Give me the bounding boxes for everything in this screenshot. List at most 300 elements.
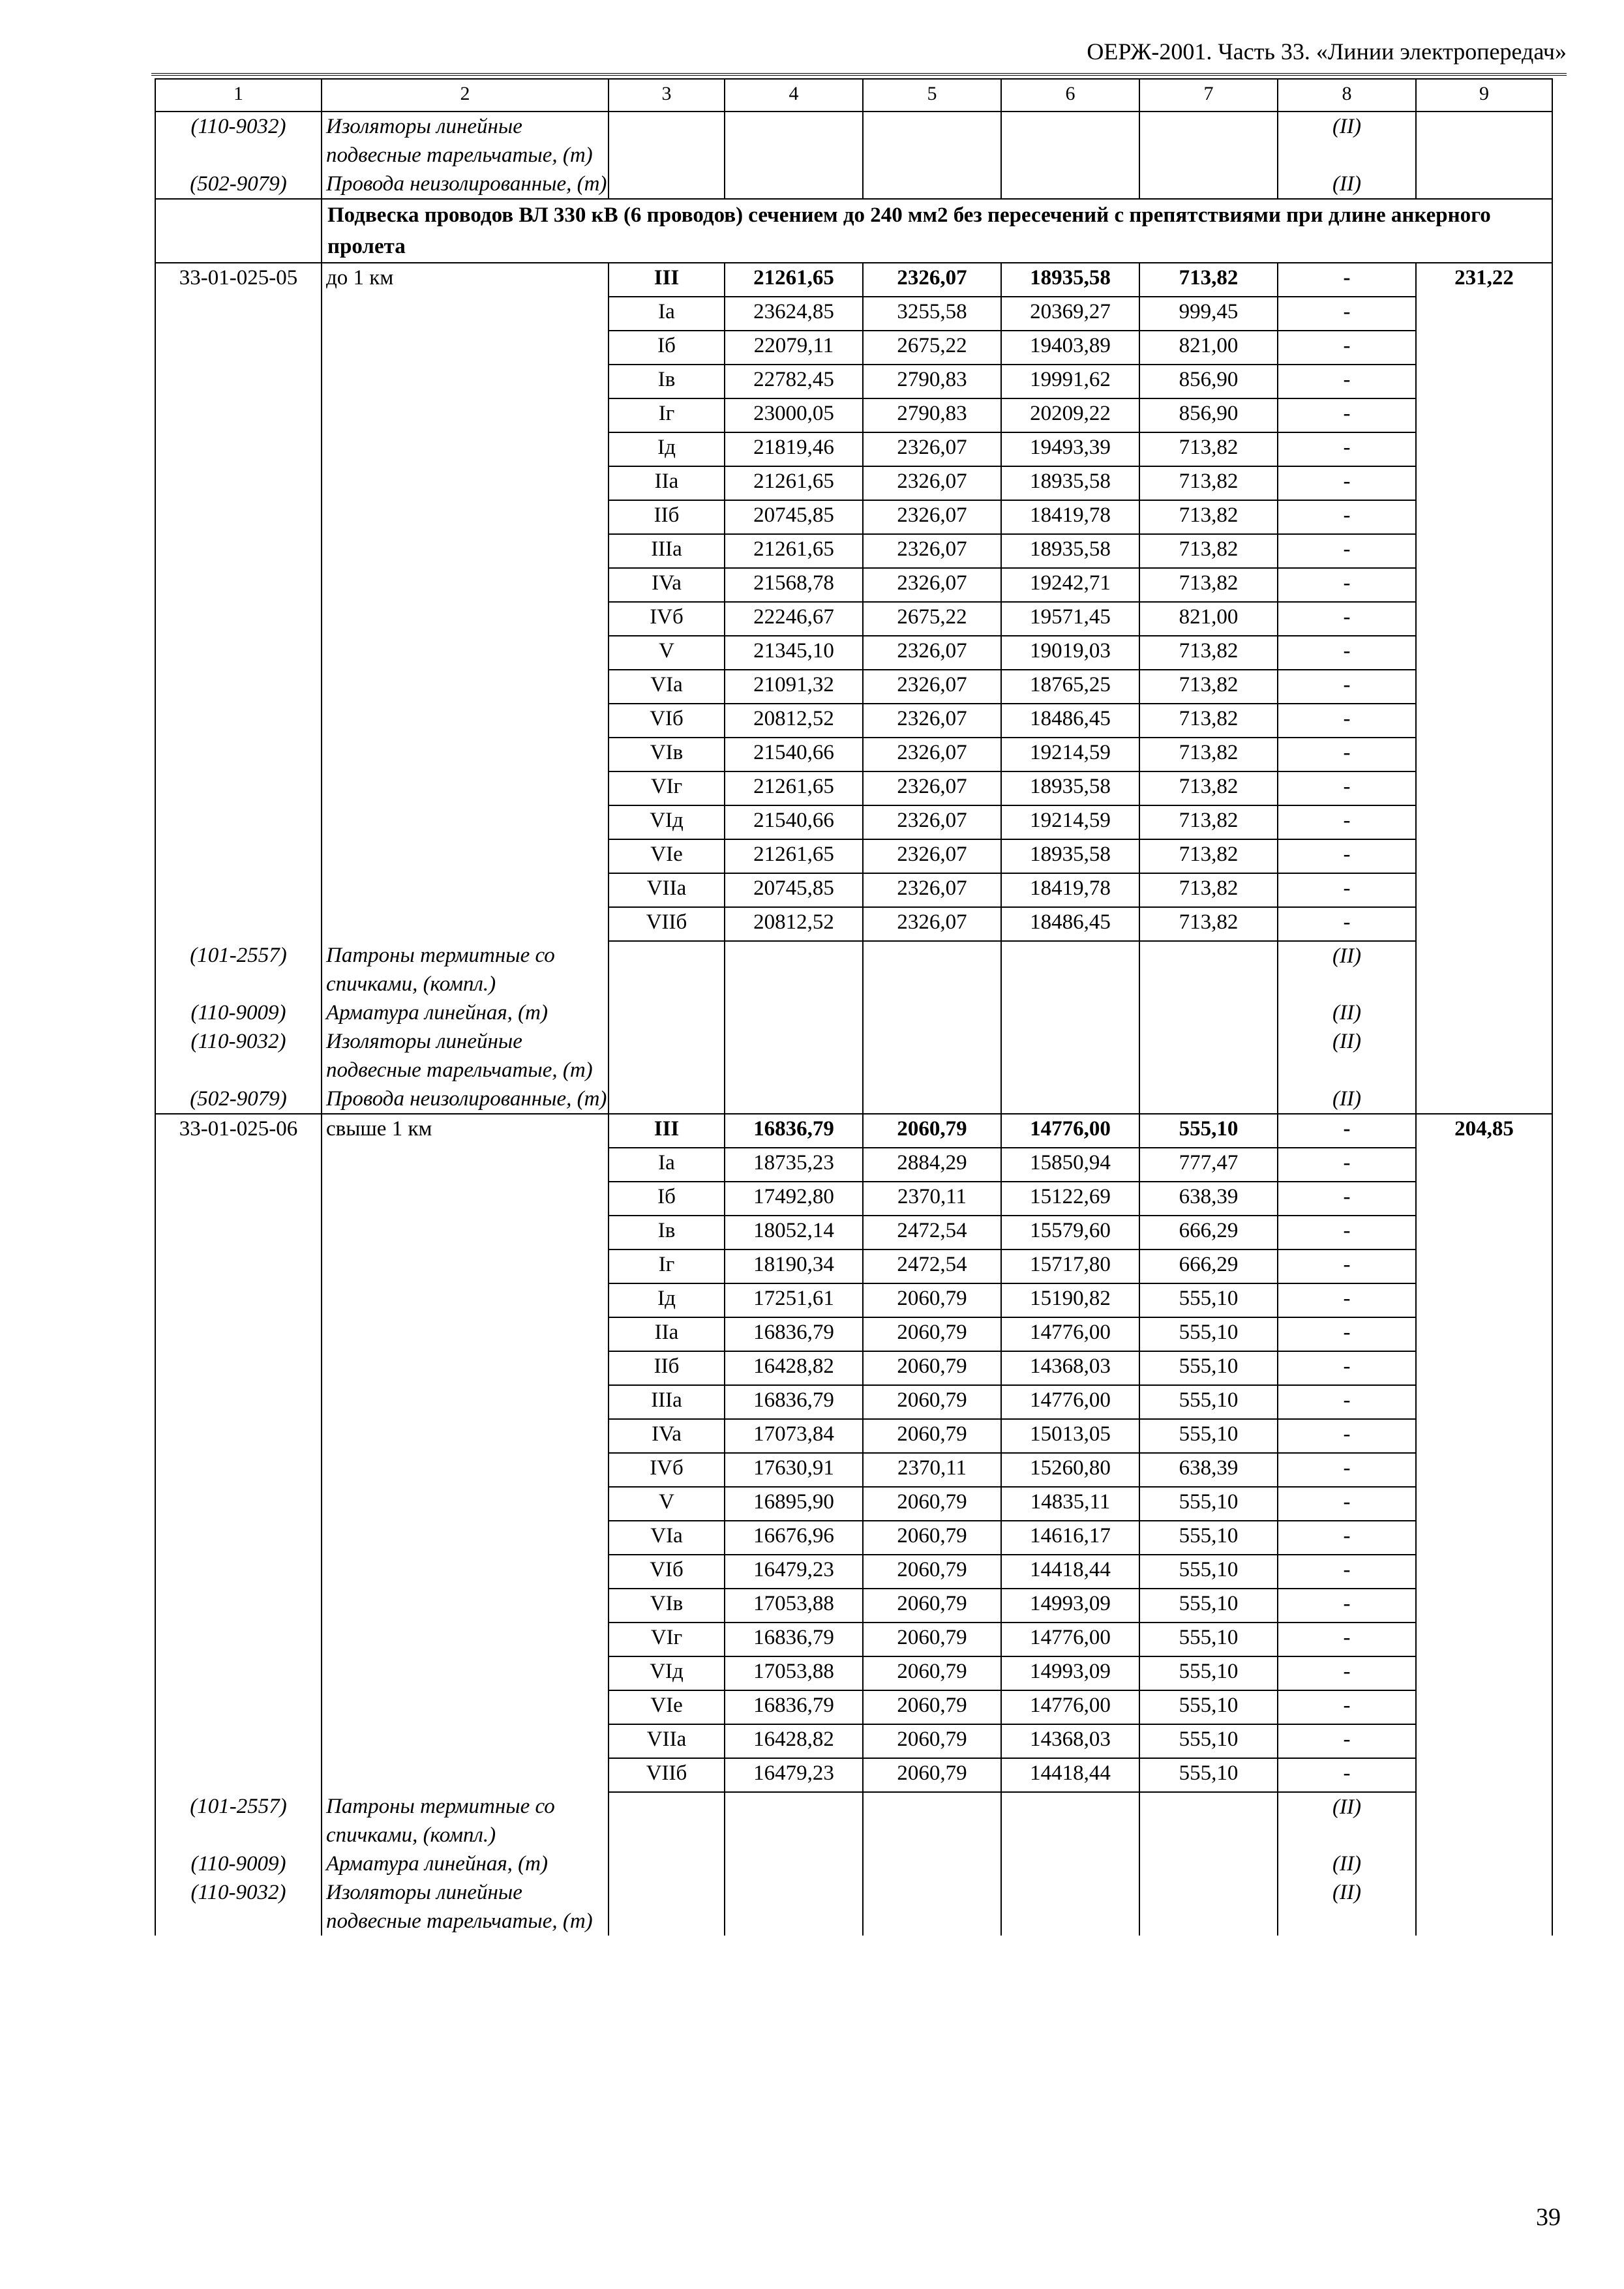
zone-label: IIIa — [609, 534, 725, 568]
empty-cell — [609, 112, 725, 170]
table-row — [155, 1419, 1552, 1453]
empty-cell — [322, 534, 609, 568]
empty-cell — [155, 602, 322, 636]
column-header: 5 — [863, 79, 1001, 112]
section-title: Подвеска проводов ВЛ 330 кВ (6 проводов) сечением до 240 мм2 без пересечений с препятствиями при длине анкерного пролета — [322, 199, 1552, 263]
empty-cell — [155, 805, 322, 839]
page-header-title: ОЕРЖ-2001. Часть 33. «Линии электропередач» — [1087, 38, 1567, 65]
price-value: 2060,79 — [863, 1487, 1001, 1521]
table-row — [155, 297, 1552, 331]
price-value: 16479,23 — [725, 1555, 863, 1589]
material-row — [155, 941, 1552, 998]
zone-label: VIIa — [609, 1724, 725, 1758]
empty-cell — [155, 199, 322, 263]
price-value: 555,10 — [1139, 1521, 1278, 1555]
empty-cell — [1416, 1182, 1552, 1216]
empty-cell — [1416, 636, 1552, 670]
empty-cell — [1416, 1419, 1552, 1453]
price-value: 21345,10 — [725, 636, 863, 670]
table-row — [155, 466, 1552, 500]
price-value: 15122,69 — [1001, 1182, 1139, 1216]
price-value: 555,10 — [1139, 1114, 1278, 1148]
material-code: (110-9032) — [155, 1027, 322, 1085]
price-value: 19991,62 — [1001, 365, 1139, 398]
empty-cell — [609, 170, 725, 199]
zone-label: IVa — [609, 568, 725, 602]
empty-cell — [1416, 805, 1552, 839]
price-value: 713,82 — [1139, 670, 1278, 704]
empty-cell — [725, 112, 863, 170]
empty-cell — [155, 1351, 322, 1385]
price-value: 20812,52 — [725, 907, 863, 941]
price-value: 14776,00 — [1001, 1690, 1139, 1724]
price-value: 555,10 — [1139, 1656, 1278, 1690]
price-value: 16836,79 — [725, 1317, 863, 1351]
price-value: 638,39 — [1139, 1182, 1278, 1216]
empty-cell — [1416, 670, 1552, 704]
empty-cell — [322, 432, 609, 466]
empty-cell — [1416, 1317, 1552, 1351]
table-row — [155, 1487, 1552, 1521]
empty-cell — [1416, 1878, 1552, 1936]
empty-cell — [1416, 1521, 1552, 1555]
empty-cell — [1416, 873, 1552, 907]
empty-cell — [1416, 1249, 1552, 1283]
material-name: Патроны термитные со спичками, (компл.) — [322, 1792, 609, 1849]
price-value: 16836,79 — [725, 1385, 863, 1419]
table-row — [155, 805, 1552, 839]
price-value: 856,90 — [1139, 398, 1278, 432]
price-value: - — [1278, 432, 1416, 466]
table-row — [155, 1623, 1552, 1656]
price-value: 20745,85 — [725, 500, 863, 534]
empty-cell — [1416, 398, 1552, 432]
zone-label: Iг — [609, 398, 725, 432]
price-value: 16895,90 — [725, 1487, 863, 1521]
price-value: 18486,45 — [1001, 907, 1139, 941]
price-value: 16479,23 — [725, 1758, 863, 1792]
table-row — [155, 1453, 1552, 1487]
material-flag: (II) — [1278, 112, 1416, 170]
zone-label: Ia — [609, 1148, 725, 1182]
empty-cell — [725, 941, 863, 998]
price-value: 821,00 — [1139, 331, 1278, 365]
price-value: 19214,59 — [1001, 738, 1139, 771]
empty-cell — [863, 1878, 1001, 1936]
price-value: 21261,65 — [725, 466, 863, 500]
price-value: - — [1278, 1351, 1416, 1385]
empty-cell — [1416, 1792, 1552, 1849]
price-value: 713,82 — [1139, 534, 1278, 568]
empty-cell — [1001, 1878, 1139, 1936]
price-value: - — [1278, 1148, 1416, 1182]
empty-cell — [322, 1216, 609, 1249]
empty-cell — [155, 365, 322, 398]
price-value: 16836,79 — [725, 1114, 863, 1148]
empty-cell — [155, 534, 322, 568]
price-value: - — [1278, 1623, 1416, 1656]
price-value: 17630,91 — [725, 1453, 863, 1487]
empty-cell — [322, 1724, 609, 1758]
material-code: (110-9032) — [155, 1878, 322, 1936]
price-value: 16676,96 — [725, 1521, 863, 1555]
price-value: 21091,32 — [725, 670, 863, 704]
price-value: 638,39 — [1139, 1453, 1278, 1487]
price-value: 713,82 — [1139, 500, 1278, 534]
table-row — [155, 1758, 1552, 1792]
price-value: 15717,80 — [1001, 1249, 1139, 1283]
price-value: 23000,05 — [725, 398, 863, 432]
empty-cell — [155, 1216, 322, 1249]
price-value: 2326,07 — [863, 568, 1001, 602]
empty-cell — [322, 365, 609, 398]
table-row — [155, 602, 1552, 636]
empty-cell — [1416, 941, 1552, 998]
zone-label: VIIб — [609, 907, 725, 941]
material-name: Арматура линейная, (т) — [322, 1849, 609, 1878]
table-row — [155, 365, 1552, 398]
empty-cell — [322, 1758, 609, 1792]
empty-cell — [322, 704, 609, 738]
material-code: (101-2557) — [155, 1792, 322, 1849]
price-value: 15579,60 — [1001, 1216, 1139, 1249]
empty-cell — [1139, 112, 1278, 170]
price-value: - — [1278, 738, 1416, 771]
price-value: 2060,79 — [863, 1623, 1001, 1656]
empty-cell — [322, 907, 609, 941]
empty-cell — [725, 1792, 863, 1849]
price-value: 14993,09 — [1001, 1589, 1139, 1623]
price-value: - — [1278, 1521, 1416, 1555]
empty-cell — [155, 1589, 322, 1623]
price-value: 856,90 — [1139, 365, 1278, 398]
price-value: 18935,58 — [1001, 263, 1139, 297]
zone-label: IIa — [609, 466, 725, 500]
empty-cell — [725, 1849, 863, 1878]
price-value: 2060,79 — [863, 1521, 1001, 1555]
price-value: 713,82 — [1139, 907, 1278, 941]
material-row — [155, 1085, 1552, 1114]
empty-cell — [322, 297, 609, 331]
price-value: 14776,00 — [1001, 1114, 1139, 1148]
material-row — [155, 1878, 1552, 1936]
empty-cell — [1416, 466, 1552, 500]
empty-cell — [322, 771, 609, 805]
price-value: 2370,11 — [863, 1453, 1001, 1487]
material-row — [155, 112, 1552, 170]
empty-cell — [155, 704, 322, 738]
empty-cell — [725, 1027, 863, 1085]
price-value: 666,29 — [1139, 1249, 1278, 1283]
price-value: - — [1278, 1114, 1416, 1148]
empty-cell — [1001, 1849, 1139, 1878]
price-value: 2472,54 — [863, 1216, 1001, 1249]
empty-cell — [1416, 1487, 1552, 1521]
price-value: 15013,05 — [1001, 1419, 1139, 1453]
empty-cell — [322, 568, 609, 602]
price-value: - — [1278, 670, 1416, 704]
empty-cell — [1416, 1758, 1552, 1792]
price-value: - — [1278, 602, 1416, 636]
price-value: 713,82 — [1139, 466, 1278, 500]
price-value: 2060,79 — [863, 1317, 1001, 1351]
price-value: 2326,07 — [863, 738, 1001, 771]
price-value: - — [1278, 500, 1416, 534]
empty-cell — [1416, 170, 1552, 199]
price-value: - — [1278, 873, 1416, 907]
empty-cell — [1001, 1792, 1139, 1849]
zone-label: Iг — [609, 1249, 725, 1283]
empty-cell — [322, 670, 609, 704]
price-value: 19242,71 — [1001, 568, 1139, 602]
price-value: 20812,52 — [725, 704, 863, 738]
empty-cell — [609, 1792, 725, 1849]
table-row — [155, 398, 1552, 432]
empty-cell — [322, 738, 609, 771]
empty-cell — [155, 1623, 322, 1656]
price-value: 999,45 — [1139, 297, 1278, 331]
price-value: 713,82 — [1139, 568, 1278, 602]
price-value: 18735,23 — [725, 1148, 863, 1182]
price-value: 19493,39 — [1001, 432, 1139, 466]
empty-cell — [1139, 998, 1278, 1027]
price-value: 16428,82 — [725, 1351, 863, 1385]
price-value: 18190,34 — [725, 1249, 863, 1283]
empty-cell — [609, 1878, 725, 1936]
price-value: 713,82 — [1139, 432, 1278, 466]
empty-cell — [1416, 1690, 1552, 1724]
empty-cell — [1416, 365, 1552, 398]
price-value: 555,10 — [1139, 1690, 1278, 1724]
price-value: 2060,79 — [863, 1589, 1001, 1623]
empty-cell — [322, 1283, 609, 1317]
empty-cell — [155, 1283, 322, 1317]
empty-cell — [1416, 297, 1552, 331]
empty-cell — [1416, 1555, 1552, 1589]
price-value: 21261,65 — [725, 771, 863, 805]
price-value: 821,00 — [1139, 602, 1278, 636]
price-value: 21540,66 — [725, 805, 863, 839]
empty-cell — [155, 1690, 322, 1724]
empty-cell — [1416, 1027, 1552, 1085]
price-value: 18935,58 — [1001, 771, 1139, 805]
price-value: 14418,44 — [1001, 1555, 1139, 1589]
empty-cell — [322, 466, 609, 500]
material-flag: (II) — [1278, 1027, 1416, 1085]
price-value: - — [1278, 1182, 1416, 1216]
empty-cell — [609, 1027, 725, 1085]
price-value: 14776,00 — [1001, 1317, 1139, 1351]
price-value: - — [1278, 907, 1416, 941]
empty-cell — [322, 602, 609, 636]
empty-cell — [322, 1385, 609, 1419]
price-value: 2326,07 — [863, 839, 1001, 873]
table-row — [155, 1521, 1552, 1555]
empty-cell — [1416, 1148, 1552, 1182]
price-value: 2370,11 — [863, 1182, 1001, 1216]
zone-label: Iв — [609, 365, 725, 398]
empty-cell — [1001, 998, 1139, 1027]
empty-cell — [863, 998, 1001, 1027]
price-value: 555,10 — [1139, 1419, 1278, 1453]
price-value: 2326,07 — [863, 500, 1001, 534]
price-value: 2060,79 — [863, 1724, 1001, 1758]
price-value: - — [1278, 1555, 1416, 1589]
price-value: 14368,03 — [1001, 1724, 1139, 1758]
price-value: - — [1278, 1589, 1416, 1623]
empty-cell — [322, 1182, 609, 1216]
price-value: 14418,44 — [1001, 1758, 1139, 1792]
price-value: 2675,22 — [863, 331, 1001, 365]
price-value: 713,82 — [1139, 738, 1278, 771]
table-row — [155, 1114, 1552, 1148]
price-value: 20745,85 — [725, 873, 863, 907]
empty-cell — [1416, 112, 1552, 170]
price-value: 555,10 — [1139, 1487, 1278, 1521]
price-value: 2326,07 — [863, 263, 1001, 297]
price-value: 23624,85 — [725, 297, 863, 331]
empty-cell — [1416, 1351, 1552, 1385]
column-header: 6 — [1001, 79, 1139, 112]
table-row — [155, 907, 1552, 941]
price-value: 16836,79 — [725, 1623, 863, 1656]
empty-cell — [155, 466, 322, 500]
price-value: 2326,07 — [863, 907, 1001, 941]
zone-label: IIIa — [609, 1385, 725, 1419]
price-value: 555,10 — [1139, 1317, 1278, 1351]
price-value: 2326,07 — [863, 704, 1001, 738]
price-value: 21261,65 — [725, 534, 863, 568]
price-value: 2790,83 — [863, 365, 1001, 398]
material-flag: (II) — [1278, 941, 1416, 998]
price-value: 22246,67 — [725, 602, 863, 636]
empty-cell — [1139, 1849, 1278, 1878]
price-table — [155, 78, 1553, 1936]
price-value: - — [1278, 1690, 1416, 1724]
price-value: 18765,25 — [1001, 670, 1139, 704]
material-name: Изоляторы линейные подвесные тарельчатые, (т) — [322, 1878, 609, 1936]
zone-label: III — [609, 263, 725, 297]
price-value: 18935,58 — [1001, 839, 1139, 873]
price-value: 2060,79 — [863, 1351, 1001, 1385]
empty-cell — [322, 839, 609, 873]
empty-cell — [1416, 432, 1552, 466]
price-value: 713,82 — [1139, 839, 1278, 873]
price-value: 2060,79 — [863, 1656, 1001, 1690]
price-value: 16428,82 — [725, 1724, 863, 1758]
price-value: 17053,88 — [725, 1589, 863, 1623]
page-number: 39 — [1536, 2204, 1561, 2231]
rate-code: 33-01-025-06 — [155, 1114, 322, 1148]
table-row — [155, 670, 1552, 704]
empty-cell — [1416, 839, 1552, 873]
material-name: Провода неизолированные, (т) — [322, 1085, 609, 1114]
zone-label: Iд — [609, 1283, 725, 1317]
price-value: 16836,79 — [725, 1690, 863, 1724]
price-value: - — [1278, 771, 1416, 805]
price-value: - — [1278, 1216, 1416, 1249]
zone-label: VIд — [609, 805, 725, 839]
price-value: - — [1278, 839, 1416, 873]
price-value: - — [1278, 398, 1416, 432]
price-value: 666,29 — [1139, 1216, 1278, 1249]
table-row — [155, 1589, 1552, 1623]
empty-cell — [1416, 1453, 1552, 1487]
empty-cell — [1139, 941, 1278, 998]
price-value: 14616,17 — [1001, 1521, 1139, 1555]
empty-cell — [322, 1623, 609, 1656]
table-row — [155, 568, 1552, 602]
price-value: 14776,00 — [1001, 1385, 1139, 1419]
price-value: 2060,79 — [863, 1385, 1001, 1419]
price-value: 17492,80 — [725, 1182, 863, 1216]
empty-cell — [725, 1085, 863, 1114]
price-value: - — [1278, 568, 1416, 602]
zone-label: V — [609, 1487, 725, 1521]
column-header: 2 — [322, 79, 609, 112]
empty-cell — [1416, 1623, 1552, 1656]
empty-cell — [1416, 1849, 1552, 1878]
material-code: (502-9079) — [155, 170, 322, 199]
price-value: - — [1278, 263, 1416, 297]
price-value: 2060,79 — [863, 1114, 1001, 1148]
empty-cell — [1416, 1085, 1552, 1114]
empty-cell — [155, 1385, 322, 1419]
zone-label: Iб — [609, 1182, 725, 1216]
column-header: 4 — [725, 79, 863, 112]
zone-label: VIIб — [609, 1758, 725, 1792]
empty-cell — [1139, 1878, 1278, 1936]
material-flag: (II) — [1278, 1085, 1416, 1114]
price-value: - — [1278, 1656, 1416, 1690]
price-value: 713,82 — [1139, 771, 1278, 805]
price-value: 555,10 — [1139, 1555, 1278, 1589]
price-value: - — [1278, 1283, 1416, 1317]
price-value: 19403,89 — [1001, 331, 1139, 365]
price-value: - — [1278, 1249, 1416, 1283]
price-value: 2326,07 — [863, 432, 1001, 466]
price-value: 777,47 — [1139, 1148, 1278, 1182]
labor-total: 231,22 — [1416, 263, 1552, 297]
empty-cell — [863, 170, 1001, 199]
price-value: - — [1278, 1487, 1416, 1521]
zone-label: V — [609, 636, 725, 670]
empty-cell — [725, 1878, 863, 1936]
empty-cell — [155, 907, 322, 941]
empty-cell — [609, 998, 725, 1027]
empty-cell — [863, 1849, 1001, 1878]
empty-cell — [155, 738, 322, 771]
empty-cell — [609, 941, 725, 998]
empty-cell — [1416, 1724, 1552, 1758]
column-header: 3 — [609, 79, 725, 112]
material-name: Изоляторы линейные подвесные тарельчатые, (т) — [322, 1027, 609, 1085]
material-flag: (II) — [1278, 1792, 1416, 1849]
price-value: 20209,22 — [1001, 398, 1139, 432]
price-value: 2060,79 — [863, 1283, 1001, 1317]
column-number-row — [155, 79, 1552, 112]
price-value: - — [1278, 1758, 1416, 1792]
empty-cell — [155, 398, 322, 432]
empty-cell — [1416, 1283, 1552, 1317]
price-value: 713,82 — [1139, 636, 1278, 670]
material-row — [155, 1792, 1552, 1849]
material-code: (110-9009) — [155, 998, 322, 1027]
empty-cell — [322, 1521, 609, 1555]
price-value: 14776,00 — [1001, 1623, 1139, 1656]
empty-cell — [725, 170, 863, 199]
price-value: - — [1278, 805, 1416, 839]
